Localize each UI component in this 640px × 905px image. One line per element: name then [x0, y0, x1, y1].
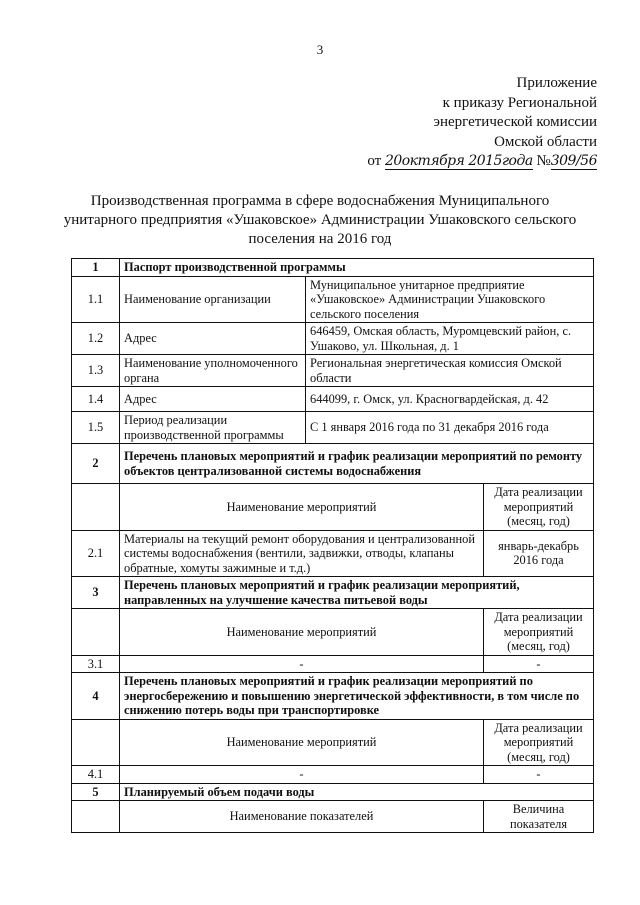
order-date-line: [367, 152, 597, 172]
section-title: Паспорт производственной программы: [120, 259, 594, 277]
appendix-line: Приложение: [516, 75, 597, 91]
header-row: [72, 609, 594, 656]
section-row: [72, 783, 594, 801]
section-title: Перечень плановых мероприятий и график реализации мероприятий по ремонту объектов централизованной системы водоснабжения: [120, 444, 594, 484]
table-row: [72, 387, 594, 412]
row-value: 644099, г. Омск, ул. Красногвардейская, д. 42: [306, 387, 594, 412]
table-row: [72, 276, 594, 323]
appendix-line: к приказу Региональной: [442, 94, 597, 111]
row-label: Адрес: [120, 387, 306, 412]
row-date: -: [484, 766, 594, 784]
appendix-line: Омской области: [494, 133, 597, 150]
section-number: 4: [72, 673, 120, 720]
header-name: Наименование мероприятий: [120, 609, 484, 656]
handwritten-date: 20октября 2015года: [384, 153, 533, 169]
row-value: Муниципальное унитарное предприятие «Ушаковское» Администрации Ушаковского сельского поселения: [306, 276, 594, 323]
section-title: Планируемый объем подачи воды: [120, 783, 594, 801]
row-number: 1.4: [72, 387, 120, 412]
program-table: [71, 258, 594, 833]
from-label: от: [367, 153, 382, 169]
row-date: январь-декабрь 2016 года: [484, 530, 594, 577]
appendix-block: [367, 74, 597, 172]
appendix-line: энергетической комиссии: [433, 114, 597, 130]
section-number: 2: [72, 444, 120, 484]
row-label: Адрес: [120, 323, 306, 355]
table-row: [72, 355, 594, 387]
table-row: [72, 323, 594, 355]
handwritten-number: 309/56: [550, 153, 597, 169]
row-value: 646459, Омская область, Муромцевский район, с. Ушаково, ул. Школьная, д. 1: [306, 323, 594, 355]
section-row: [72, 259, 594, 277]
number-label: №: [536, 153, 551, 169]
page-number: 3: [316, 42, 324, 57]
header-name: Наименование мероприятий: [120, 484, 484, 531]
table-row: [72, 766, 594, 784]
table-row: [72, 530, 594, 577]
section-number: 5: [72, 783, 120, 801]
header-date: Дата реализации мероприятий (месяц, год): [484, 719, 594, 766]
row-name: -: [120, 655, 484, 673]
header-name: Наименование мероприятий: [120, 719, 484, 766]
document-title: Производственная программа в сфере водоснабжения Муниципального унитарного предприятия «Ушаковское» Администрации Ушаковского сельского поселения на 2016 год: [63, 193, 577, 247]
row-number: 1.1: [72, 276, 120, 323]
section-title: Перечень плановых мероприятий и график реализации мероприятий, направленных на улучшение качества питьевой воды: [120, 577, 594, 609]
section-number: 3: [72, 577, 120, 609]
row-number: 4.1: [72, 766, 120, 784]
header-name: Наименование показателей: [120, 801, 484, 833]
header-row: [72, 484, 594, 531]
section-row: [72, 577, 594, 609]
row-date: -: [484, 655, 594, 673]
row-number: 2.1: [72, 530, 120, 577]
header-value: Величина показателя: [484, 801, 594, 833]
row-number: 1.2: [72, 323, 120, 355]
row-name: Материалы на текущий ремонт оборудования и централизованной системы водоснабжения (вентили, задвижки, отводы, клапаны обратные, хомуты зажимные и т.д.): [120, 530, 484, 577]
header-date: Дата реализации мероприятий (месяц, год): [484, 609, 594, 656]
row-label: Период реализации производственной программы: [120, 412, 306, 444]
header-date: Дата реализации мероприятий (месяц, год): [484, 484, 594, 531]
section-row: [72, 444, 594, 484]
table-row: [72, 412, 594, 444]
row-number: 1.5: [72, 412, 120, 444]
section-row: [72, 673, 594, 720]
row-number: 1.3: [72, 355, 120, 387]
header-row: [72, 801, 594, 833]
row-name: -: [120, 766, 484, 784]
section-number: 1: [72, 259, 120, 277]
table-row: [72, 655, 594, 673]
row-label: Наименование организации: [120, 276, 306, 323]
row-value: С 1 января 2016 года по 31 декабря 2016 года: [306, 412, 594, 444]
row-label: Наименование уполномоченного органа: [120, 355, 306, 387]
row-value: Региональная энергетическая комиссия Омской области: [306, 355, 594, 387]
header-row: [72, 719, 594, 766]
row-number: 3.1: [72, 655, 120, 673]
section-title: Перечень плановых мероприятий и график реализации мероприятий по энергосбережению и повышению энергетической эффективности, в том числе по снижению потерь воды при транспортировке: [120, 673, 594, 720]
